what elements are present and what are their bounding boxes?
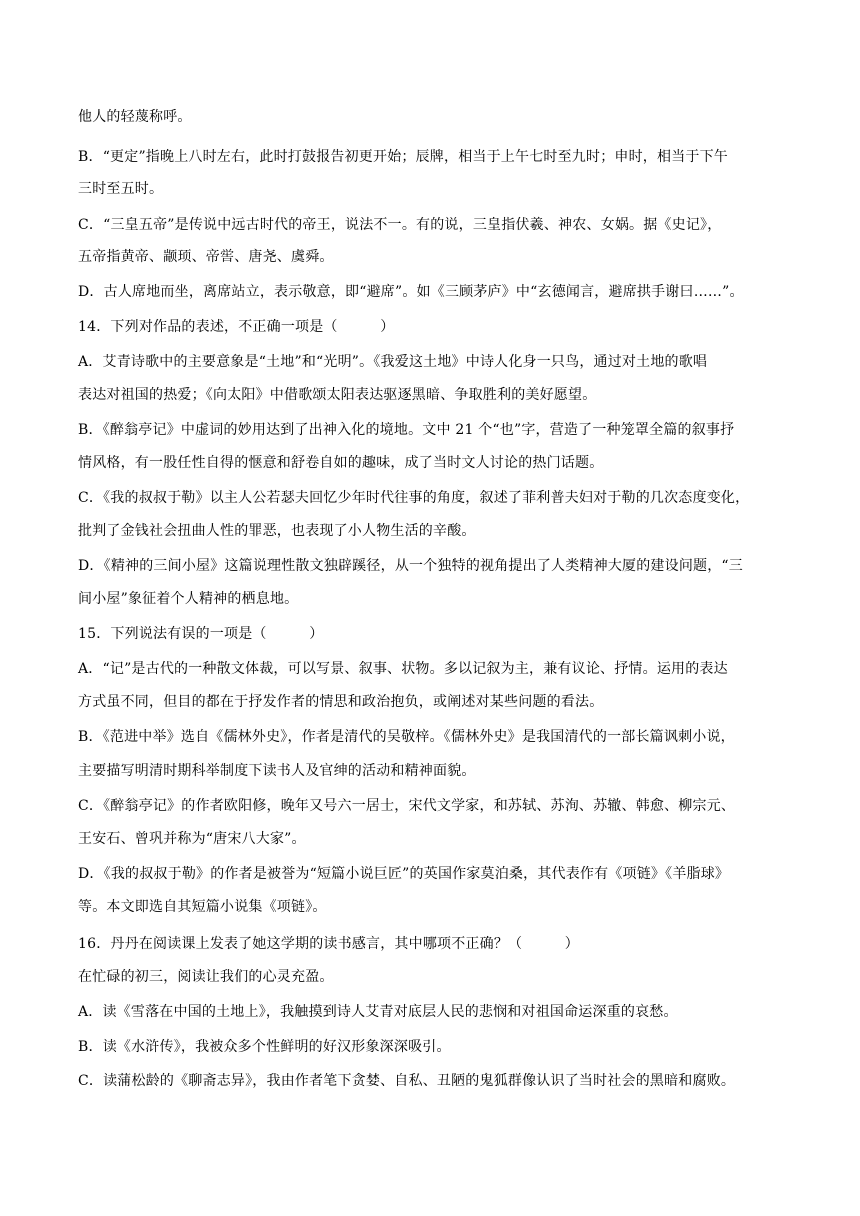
text-line: 表达对祖国的热爱；《向太阳》中借歌颂太阳表达驱逐黑暗、争取胜利的美好愿望。 — [78, 387, 597, 403]
question-14: 14．下列对作品的表述，不正确一项是（ ） — [78, 319, 395, 335]
text-line: 五帝指黄帝、颛顼、帝喾、唐尧、虞舜。 — [78, 249, 334, 265]
q15-option-c-line: C．《醉翁亭记》的作者欧阳修，晚年又号六一居士，宋代文学家，和苏轼、苏洵、苏辙、韩愈、柳宗元、 — [78, 798, 736, 814]
q15-option-d-line: D．《我的叔叔于勒》的作者是被誉为“短篇小说巨匠”的英国作家莫泊桑，其代表作有《项链》《羊脂球》 — [78, 866, 730, 882]
text-line: 批判了金钱社会扭曲人性的罪恶，也表现了小人物生活的辛酸。 — [78, 523, 476, 539]
text-line: 间小屋”象征着个人精神的栖息地。 — [78, 591, 299, 607]
text-line: 王安石、曾巩并称为“唐宋八大家”。 — [78, 831, 306, 847]
text-line: 等。本文即选自其短篇小说集《项链》。 — [78, 899, 327, 915]
text-line: 方式虽不同，但目的都在于抒发作者的情思和政治抱负，或阐述对某些问题的看法。 — [78, 694, 604, 710]
option-b-line: B．“更定”指晚上八时左右，此时打鼓报告初更开始；辰牌，相当于上午七时至九时；申时，相当于下午 — [78, 149, 728, 165]
q14-option-b-line: B．《醉翁亭记》中虚词的妙用达到了出神入化的境地。文中 21 个“也”字，营造了一种笼罩全篇的叙事抒 — [78, 422, 735, 438]
text-line: 主要描写明清时期科举制度下读书人及官绅的活动和精神面貌。 — [78, 763, 476, 779]
q16-option-b-line: B．读《水浒传》，我被众多个性鲜明的好汉形象深深吸引。 — [78, 1039, 451, 1055]
q15-option-a-line: A．“记”是古代的一种散文体裁，可以写景、叙事、状物。多以记叙为主，兼有议论、抒情。运用的表达 — [78, 661, 728, 677]
option-c-line: C．“三皇五帝”是传说中远古时代的帝王，说法不一。有的说，三皇指伏羲、神农、女娲。据《史记》， — [78, 217, 722, 233]
q14-option-a-line: A．艾青诗歌中的主要意象是“土地”和“光明”。《我爱这土地》中诗人化身一只鸟，通过对土地的歌唱 — [78, 354, 708, 370]
text-line: 他人的轻蔑称呼。 — [78, 109, 192, 125]
q14-option-c-line: C．《我的叔叔于勒》以主人公若瑟夫回忆少年时代往事的角度，叙述了菲利普夫妇对于勒的几次态度变化， — [78, 490, 750, 506]
text-line: 三时至五时。 — [78, 181, 164, 197]
q15-option-b-line: B．《范进中举》选自《儒林外史》，作者是清代的吴敬梓。《儒林外史》是我国清代的一部长篇讽刺小说， — [78, 729, 735, 745]
option-d-line: D．古人席地而坐，离席站立，表示敬意，即“避席”。如《三顾茅庐》中“玄德闻言，避席拱手谢曰……”。 — [78, 284, 744, 300]
q16-option-c-line: C．读蒲松龄的《聊斋志异》，我由作者笔下贪婪、自私、丑陋的鬼狐群像认识了当时社会的黑暗和腐败。 — [78, 1073, 736, 1089]
text-line: 在忙碌的初三，阅读让我们的心灵充盈。 — [78, 969, 334, 985]
question-16: 16．丹丹在阅读课上发表了她这学期的读书感言，其中哪项不正确？（ ） — [78, 936, 580, 952]
q16-option-a-line: A．读《雪落在中国的土地上》，我触摸到诗人艾青对底层人民的悲悯和对祖国命运深重的哀愁。 — [78, 1004, 678, 1020]
q14-option-d-line: D．《精神的三间小屋》这篇说理性散文独辟蹊径，从一个独特的视角提出了人类精神大厦的建设问题，“三 — [78, 558, 743, 574]
question-15: 15．下列说法有误的一项是（ ） — [78, 626, 324, 642]
text-line: 情风格，有一股任性自得的惬意和舒卷自如的趣味，成了当时文人讨论的热门话题。 — [78, 455, 604, 471]
